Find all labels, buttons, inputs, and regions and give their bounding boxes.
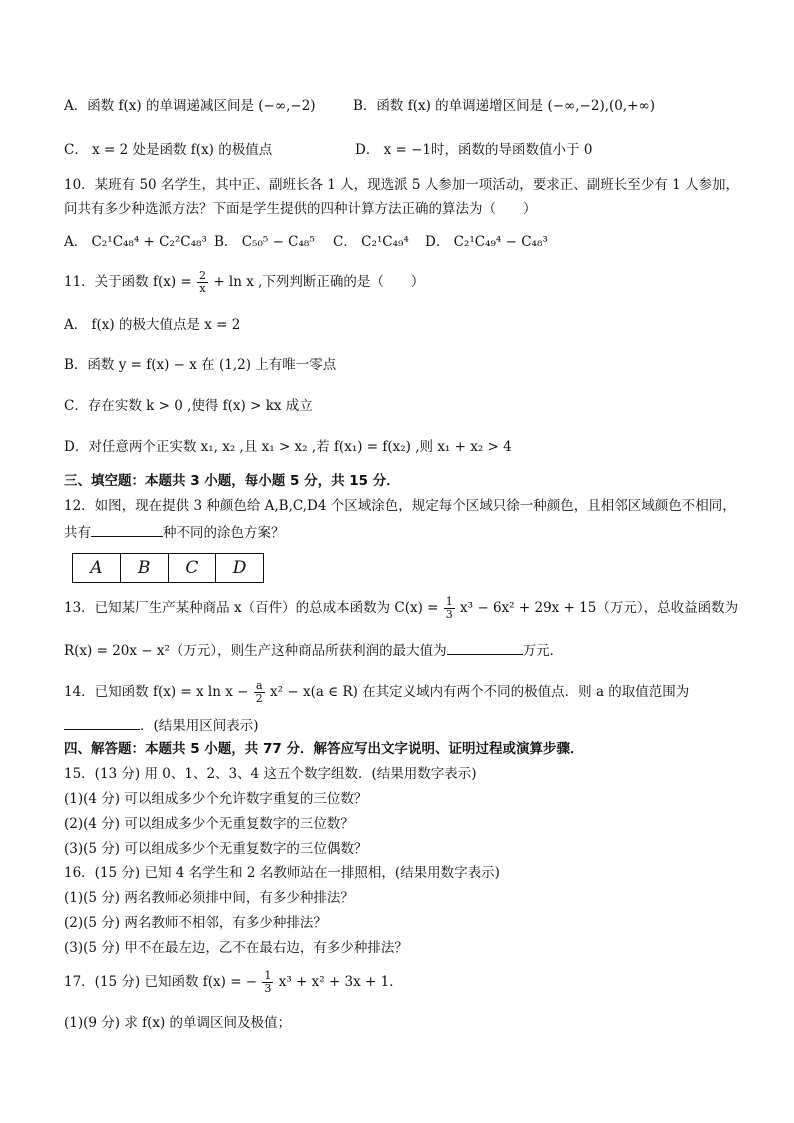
q13-frac-den: 3 — [445, 608, 453, 621]
q17-stem-post: x³ + x² + 3x + 1． — [278, 974, 403, 990]
q9-option-d: D． x = −1时，函数的导函数值小于 0 — [355, 142, 593, 158]
q13-stem2-pre: R(x) = 20x − x²（万元），则生产这种商品所获利润的最大值为 — [64, 643, 447, 659]
q10-option-c: C． C₂¹C₄₉⁴ — [333, 234, 409, 250]
q13-answer-blank[interactable] — [447, 640, 523, 655]
q13-stem1-post: x³ − 6x² + 29x + 15（万元），总收益函数为 — [460, 600, 739, 616]
q10-option-a: A． C₂¹C₄₈⁴ + C₂²C₄₈³ — [64, 234, 207, 250]
q13-stem-line2 — [64, 640, 563, 661]
q10-stem-line1: 10．某班有 50 名学生，其中正、副班长各 1 人，现选派 5 人参加一项活动，要求正、副班长至少有 1 人参加， — [64, 177, 739, 193]
q9-option-b: B．函数 f(x) 的单调递增区间是 (−∞,−2),(0,+∞) — [353, 98, 655, 114]
q12-region-diagram — [72, 553, 264, 583]
q16-part3: (3)(5 分) 甲不在最左边，乙不在最右边，有多少种排法？ — [64, 940, 408, 956]
q10-option-d: D． C₂¹C₄₉⁴ − C₄₈³ — [425, 234, 548, 250]
section-3-heading: 三、填空题：本题共 3 小题，每小题 5 分，共 15 分． — [64, 473, 400, 489]
region-c: C — [169, 554, 217, 582]
q10-option-b: B． C₅₀⁵ − C₄₈⁵ — [214, 234, 315, 250]
section-4-heading: 四、解答题：本题共 5 小题，共 77 分．解答应写出文字说明、证明过程或演算步骤． — [64, 741, 584, 757]
q17-frac-num: 1 — [264, 969, 272, 982]
region-b: B — [121, 554, 169, 582]
q11-option-d: D．对任意两个正实数 x₁, x₂ ,且 x₁ > x₂ ,若 f(x₁) = f(x₂) ,则 x₁ + x₂ > 4 — [64, 439, 512, 455]
q11-stem-post: + ln x ,下列判断正确的是（ ） — [213, 274, 425, 290]
q11-option-a: A． f(x) 的极大值点是 x = 2 — [64, 317, 241, 333]
q11-frac-num: 2 — [199, 269, 207, 282]
q11-option-c: C．存在实数 k > 0 ,使得 f(x) > kx 成立 — [64, 398, 313, 414]
q13-stem2-post: 万元． — [522, 643, 564, 659]
q9-option-a: A．函数 f(x) 的单调递减区间是 (−∞,−2) — [64, 98, 316, 114]
q12-stem2-post: 种不同的涂色方案？ — [163, 525, 285, 541]
q9-option-c: C． x = 2 处是函数 f(x) 的极值点 — [64, 142, 273, 158]
q17-stem-pre: 17．(15 分) 已知函数 f(x) = − — [64, 974, 258, 990]
q10-stem-line2: 问共有多少种选派方法？下面是学生提供的四种计算方法正确的算法为（ ） — [64, 201, 537, 217]
q17-frac-den: 3 — [264, 982, 272, 995]
q17-stem — [64, 970, 403, 995]
q17-fraction — [262, 970, 273, 995]
q16-part1: (1)(5 分) 两名教师必须排中间，有多少种排法？ — [64, 890, 354, 906]
q16-part2: (2)(5 分) 两名教师不相邻，有多少种排法？ — [64, 915, 327, 931]
q14-stem-line1 — [64, 680, 689, 705]
q11-option-b: B．函数 y = f(x) − x 在 (1,2) 上有唯一零点 — [64, 357, 337, 373]
q11-fraction — [197, 270, 208, 295]
q14-frac-num: a — [254, 680, 265, 693]
q14-answer-blank[interactable] — [64, 715, 140, 730]
region-a: A — [73, 554, 121, 582]
q15-stem: 15．(13 分) 用 0、1、2、3、4 这五个数字组数．(结果用数字表示) — [64, 766, 477, 782]
q13-stem-line1 — [64, 596, 738, 621]
q12-answer-blank[interactable] — [91, 522, 163, 537]
q17-part1: (1)(9 分) 求 f(x) 的单调区间及极值； — [64, 1015, 292, 1031]
q14-stem-line2 — [64, 715, 259, 736]
q15-part3: (3)(5 分) 可以组成多少个无重复数字的三位偶数？ — [64, 841, 368, 857]
q13-fraction — [444, 596, 455, 621]
region-d: D — [232, 558, 247, 578]
q11-stem-pre: 11．关于函数 f(x) = — [64, 274, 192, 290]
q12-stem-line2 — [64, 522, 285, 543]
q11-frac-den: x — [199, 282, 206, 295]
q15-part1: (1)(4 分) 可以组成多少个允许数字重复的三位数？ — [64, 791, 368, 807]
q11-stem — [64, 270, 424, 295]
q12-stem-line1: 12．如图，现在提供 3 种颜色给 A,B,C,D4 个区域涂色，规定每个区域只徐一种颜色，且相邻区域颜色不相同， — [64, 498, 736, 514]
q12-stem2-pre: 共有 — [64, 525, 91, 541]
q15-part2: (2)(4 分) 可以组成多少个无重复数字的三位数？ — [64, 816, 354, 832]
q14-stem2-post: ．(结果用区间表示) — [140, 718, 259, 734]
q14-stem1-pre: 14．已知函数 f(x) = x ln x − — [64, 684, 249, 700]
q14-fraction — [254, 680, 265, 705]
q13-frac-num: 1 — [445, 595, 453, 608]
q14-frac-den: 2 — [255, 692, 263, 705]
q13-stem1-pre: 13．已知某厂生产某种商品 x（百件）的总成本函数为 C(x) = — [64, 600, 439, 616]
q14-stem1-post: x² − x(a ∈ R) 在其定义域内有两个不同的极值点．则 a 的取值范围为 — [270, 684, 690, 700]
q16-stem: 16．(15 分) 已知 4 名学生和 2 名教师站在一排照相，(结果用数字表示) — [64, 865, 500, 881]
